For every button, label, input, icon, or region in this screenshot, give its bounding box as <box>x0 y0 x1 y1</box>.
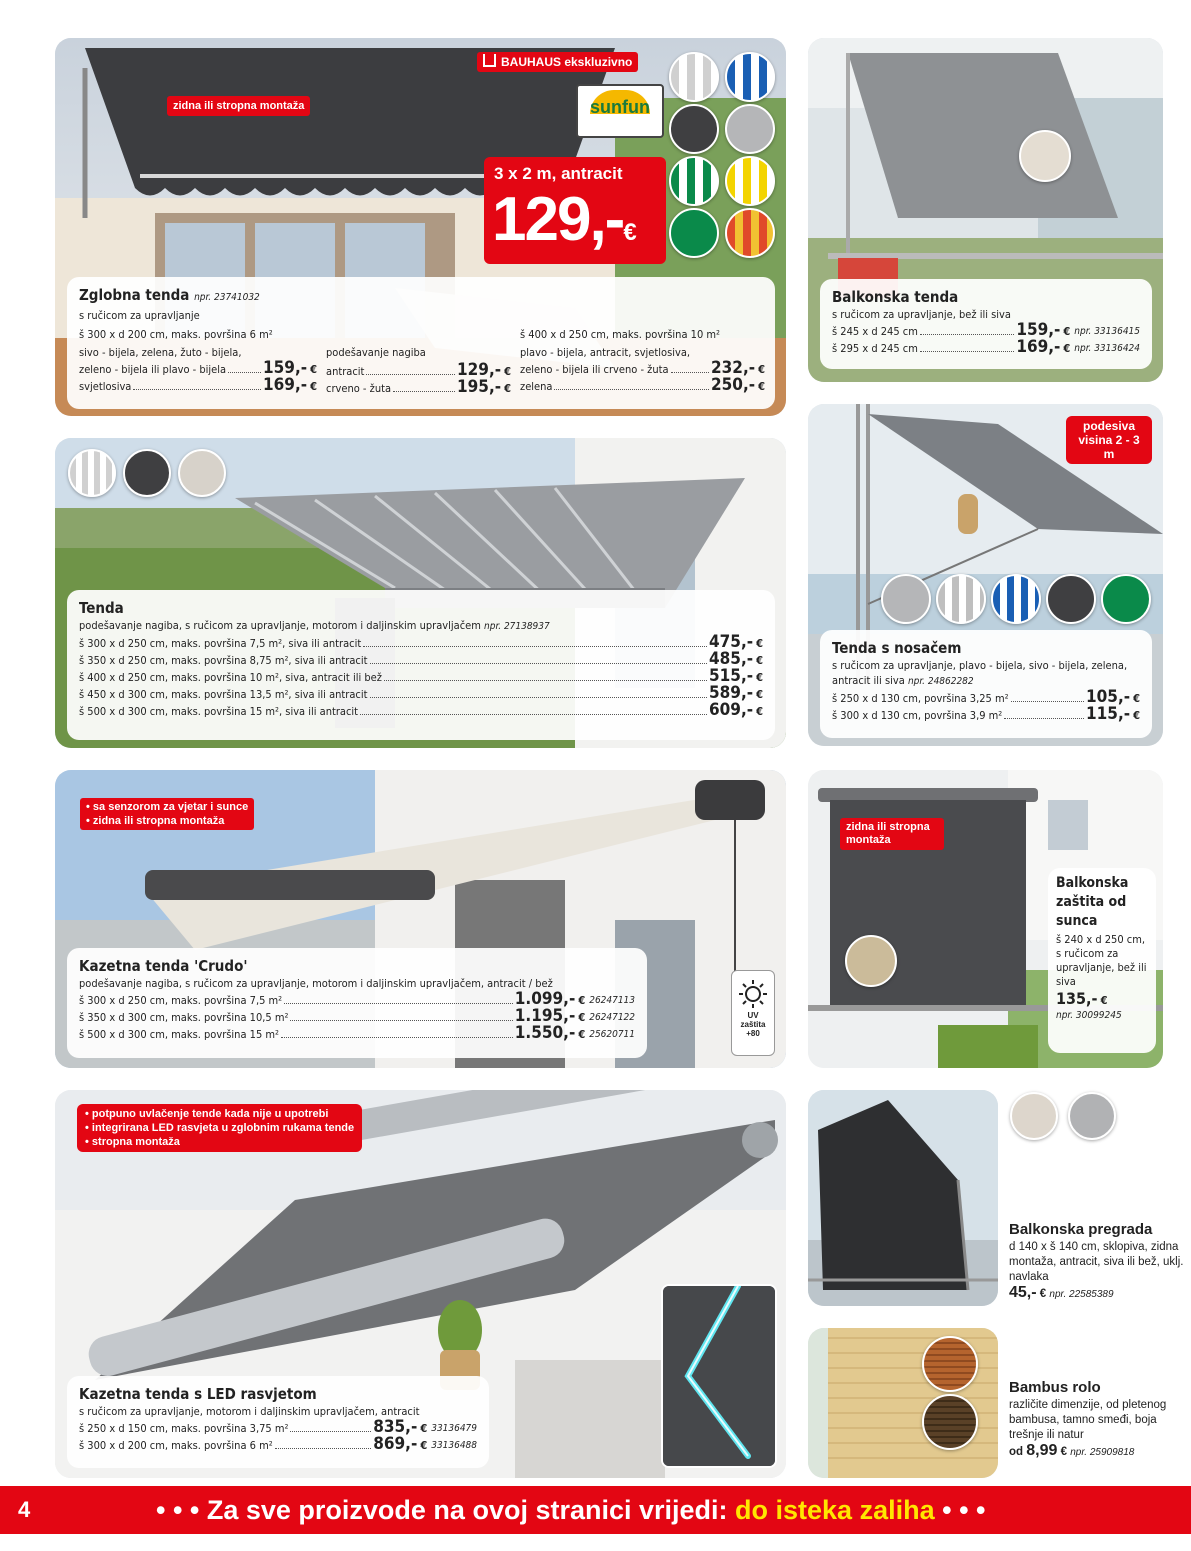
product-description: š 240 x d 250 cm, s ručicom za upravljanje, bež ili siva <box>1056 933 1147 988</box>
product-sku: npr. 27138937 <box>484 621 550 632</box>
price-row: š 300 x d 130 cm, površina 3,9 m² 115,- € <box>832 704 1140 724</box>
swatch-light-grey <box>881 574 931 624</box>
product-title: Tenda s nosačem <box>832 639 962 657</box>
product-subtitle: s ručicom za upravljanje, motorom i daljinskim upravljačem, antracit <box>79 1405 420 1418</box>
product-info-balkonska-pregrada <box>1009 1220 1184 1302</box>
product-panel-zglobna-tenda <box>55 38 786 416</box>
product-title: Balkonska pregrada <box>1009 1221 1153 1238</box>
mounting-tag: zidna ili stropna montaža <box>840 818 944 850</box>
product-subtitle: s ručicom za upravljanje <box>79 309 200 322</box>
swatch-dark-brown <box>922 1394 978 1450</box>
price-row: š 500 x d 300 cm, maks. površina 15 m² 1.550,- € 25620711 <box>79 1023 635 1043</box>
price-row: š 245 x d 245 cm 159,- € npr. 33136415 <box>832 320 1140 340</box>
product-info-card <box>67 1376 489 1468</box>
product-subtitle: s ručicom za upravljanje, plavo - bijela, sivo - bijela, zelena, antracit ili siva <box>832 659 1128 687</box>
page-number: 4 <box>18 1497 31 1522</box>
currency: € <box>1100 994 1108 1007</box>
product-description: različite dimenzije, od pletenog bambusa, tamno smeđi, boja trešnje ili natur <box>1009 1399 1167 1441</box>
swatch-light-grey <box>725 104 775 154</box>
product-sku: npr. 24862282 <box>907 676 974 687</box>
price-row: svjetlosiva 169,- € <box>79 375 317 395</box>
product-price: 45,- <box>1009 1284 1037 1301</box>
product-title: Tenda <box>79 599 124 617</box>
swatch-beige <box>1019 130 1071 182</box>
price-row: š 300 x d 250 cm, maks. površina 7,5 m² 1.099,- € 26247113 <box>79 989 635 1009</box>
footer-highlight: do isteka zaliha <box>735 1495 935 1525</box>
promo-price: 129,- <box>492 185 624 254</box>
product-subtitle: podešavanje nagiba, s ručicom za upravljanje, motorom i daljinskim upravljačem, antracit / bež <box>79 977 553 990</box>
footer-message: • • • Za sve proizvode na ovoj stranici vrijedi: do isteka zaliha • • • <box>156 1495 986 1525</box>
product-title: Balkonska zaštita od sunca <box>1056 875 1129 929</box>
product-title: Kazetna tenda 'Crudo' <box>79 957 248 975</box>
product-title: Bambus rolo <box>1009 1379 1101 1396</box>
swatch-beige <box>178 449 226 497</box>
swatch-grey-white <box>669 52 719 102</box>
price-row: š 400 x d 250 cm, maks. površina 10 m², siva, antracit ili bež 515,- € <box>79 666 763 686</box>
promo-currency: € <box>623 219 637 246</box>
house-icon <box>483 54 496 67</box>
swatch-cherry <box>922 1336 978 1392</box>
product-sku: npr. 30099245 <box>1056 1010 1122 1021</box>
price-row: š 350 x d 250 cm, maks. površina 8,75 m², siva ili antracit 485,- € <box>79 649 763 669</box>
product-title: Kazetna tenda s LED rasvjetom <box>79 1385 317 1403</box>
swatch-anthracite <box>123 449 171 497</box>
product-panel-balkonska-tenda <box>808 38 1163 382</box>
product-subtitle: s ručicom za upravljanje, bež ili siva <box>832 308 1011 321</box>
uv-protection-badge: UV zaštita +80 <box>731 970 775 1056</box>
product-price: 135,- <box>1056 989 1098 1008</box>
price-row: zelena 250,- € <box>520 375 765 395</box>
col2: podešavanje nagiba antracit 129,- € crveno - žuta 195,- € <box>326 346 511 397</box>
mounting-tag: zidna ili stropna montaža <box>167 96 310 116</box>
product-panel-tenda-s-nosacem <box>808 404 1163 746</box>
swatch-anthracite <box>669 104 719 154</box>
product-info-card <box>820 630 1152 738</box>
price-row: š 450 x d 300 cm, maks. površina 13,5 m², siva ili antracit 589,- € <box>79 683 763 703</box>
product-title: Balkonska tenda <box>832 288 959 306</box>
sun-icon <box>738 979 768 1009</box>
price-row: š 300 x d 200 cm, maks. površina 6 m² 869,- € 33136488 <box>79 1434 477 1454</box>
product-sku: npr. 25909818 <box>1070 1447 1135 1458</box>
led-arm-icon <box>663 1286 777 1468</box>
price-row: š 250 x d 130 cm, površina 3,25 m² 105,- € <box>832 687 1140 707</box>
product-panel-kazetna-tenda-crudo <box>55 770 786 1068</box>
led-detail-inset <box>661 1284 777 1468</box>
swatch-grey-white <box>936 574 986 624</box>
swatch-green <box>1101 574 1151 624</box>
price-row: zeleno - bijela ili plavo - bijela 159,- € <box>79 358 317 378</box>
height-tag: podesiva visina 2 - 3 m <box>1066 416 1152 464</box>
swatch-blue-white <box>991 574 1041 624</box>
feature-tag: • potpuno uvlačenje tende kada nije u upotrebi • integrirana LED rasvjeta u zglobnim rukama tende • stropna montaža <box>77 1104 362 1152</box>
swatch-yellow-white <box>725 156 775 206</box>
price-row: š 500 x d 300 cm, maks. površina 15 m², siva ili antracit 609,- € <box>79 700 763 720</box>
swatch-green-white <box>669 156 719 206</box>
product-info-card <box>67 277 775 409</box>
price-row: š 250 x d 150 cm, maks. površina 3,75 m² 835,- € 33136479 <box>79 1417 477 1437</box>
product-panel-tenda <box>55 438 786 748</box>
product-subtitle: podešavanje nagiba, s ručicom za upravljanje, motorom i daljinskim upravljačem <box>79 619 481 632</box>
brand-logo: sunfun <box>576 84 664 138</box>
price-row: antracit 129,- € <box>326 360 511 380</box>
product-sku: npr. 22585389 <box>1049 1289 1114 1300</box>
product-title: Zglobna tenda <box>79 286 190 304</box>
price-row: š 295 x d 245 cm 169,- € npr. 33136424 <box>832 337 1140 357</box>
swatch-blue-white <box>725 52 775 102</box>
product-panel-balkonska-zastita <box>808 770 1163 1068</box>
swatch-green <box>669 208 719 258</box>
swatch-red-yellow <box>725 208 775 258</box>
feature-tag: • sa senzorom za vjetar i sunce • zidna ili stropna montaža <box>80 798 254 830</box>
swatch-anthracite <box>1046 574 1096 624</box>
promo-price-box: 3 x 2 m, antracit 129,-€ <box>484 157 666 264</box>
balcony-divider-photo <box>808 1090 998 1306</box>
col3: š 400 x d 250 cm, maks. površina 10 m² plavo - bijela, antracit, svjetlosiva, zeleno - bijela ili crveno - žuta 232,- € zelena 250,- € <box>520 328 765 395</box>
product-info-bambus-rolo <box>1009 1378 1184 1460</box>
product-info-card <box>1048 868 1156 1053</box>
product-price: 8,99 <box>1026 1442 1058 1459</box>
currency: € <box>1039 1288 1047 1300</box>
col1: š 300 x d 200 cm, maks. površina 6 m² sivo - bijela, zelena, žuto - bijela, zeleno - bijela ili plavo - bijela 159,- € svjetlosiva 169,- € <box>79 328 317 395</box>
footer-banner <box>0 1486 1191 1534</box>
price-row: š 300 x d 250 cm, maks. površina 7,5 m², siva ili antracit 475,- € <box>79 632 763 652</box>
price-row: crveno - žuta 195,- € <box>326 377 511 397</box>
price-prefix: od <box>1009 1446 1024 1458</box>
product-sku: npr. 23741032 <box>194 292 260 303</box>
product-description: d 140 x š 140 cm, sklopiva, zidna montaža, antracit, siva ili bež, uklj. navlaka <box>1009 1241 1184 1283</box>
product-info-card <box>67 590 775 740</box>
product-panel-kazetna-led <box>55 1090 786 1478</box>
swatch-light-grey <box>1068 1092 1116 1140</box>
swatch-grey-white <box>68 449 116 497</box>
swatch-beige <box>845 935 897 987</box>
currency: € <box>1060 1446 1068 1458</box>
price-row: zeleno - bijela ili crveno - žuta 232,- € <box>520 358 765 378</box>
product-info-card <box>820 279 1152 369</box>
price-row: š 350 x d 300 cm, maks. površina 10,5 m² 1.195,- € 26247122 <box>79 1006 635 1026</box>
swatch-beige <box>1010 1092 1058 1140</box>
product-info-card <box>67 948 647 1058</box>
product-photo-balkonska-pregrada <box>808 1090 998 1306</box>
exclusive-badge: BAUHAUS ekskluzivno <box>477 52 638 72</box>
